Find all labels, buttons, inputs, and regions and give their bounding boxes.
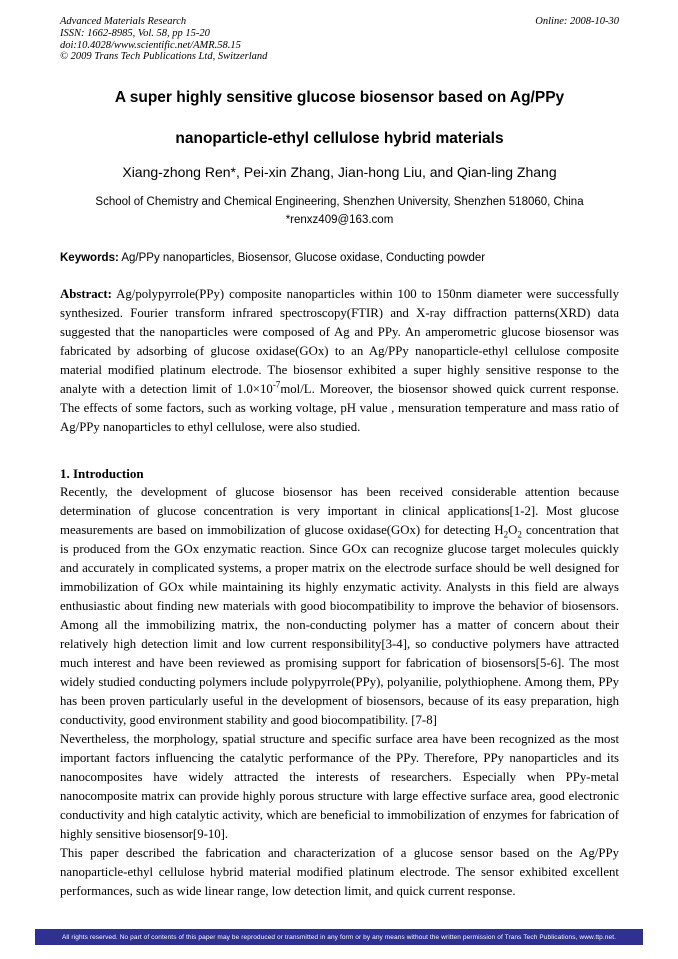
abstract-text-2: mol/L. Moreover, the biosensor showed quick current response. The effects of some factors, such as working voltage, pH value , mensuration temperature and mass ratio of Ag/PPy nanoparticles to ethyl cellulose, were also studied. — [60, 382, 619, 435]
keywords-line — [60, 252, 619, 264]
intro-p1-subscript-2: 2 — [517, 529, 522, 540]
intro-p1-subscript-1: 2 — [503, 529, 509, 540]
journal-doi: doi:10.4028/www.scientific.net/AMR.58.15 — [60, 39, 241, 51]
keywords-label: Keywords: — [60, 252, 119, 265]
section-heading-introduction: 1. Introduction — [60, 466, 144, 482]
journal-info — [60, 16, 267, 63]
footer-rights-text: All rights reserved. No part of contents of this paper may be reproduced or transmitted in any form or by any means without the written permission of Trans Tech Publications, www.ttp.net. — [62, 933, 616, 941]
journal-issn-volume: ISSN: 1662-8985, Vol. 58, pp 15-20 — [60, 27, 210, 39]
introduction-paragraph-2: Nevertheless, the morphology, spatial structure and specific surface area have been recognized as the most important factors influencing the catalytic performance of the PPy. Therefore, PPy nanoparticles and its nanocomposites have widely attracted the interests of researchers. Especially when PPy-metal nanocomposite matrix can provide highly porous structure with large effective surface area, good electronic conductivity and high catalytic activity, which are beneficial to immobilization of enzymes for fabrication of highly sensitive biosensor[9-10]. — [60, 732, 619, 842]
abstract-text-1: Ag/polypyrrole(PPy) composite nanoparticles within 100 to 150nm diameter were successfully synthesized. Fourier transform infrared spectroscopy(FTIR) and X-ray diffraction patterns(XRD) data suggested that the nanoparticles were composed of Ag and PPy. An amperometric glucose biosensor was fabricated by adsorbing of glucose oxidase(GOx) to an Ag/PPy nanoparticle-ethyl cellulose composite material modified platinum electrode. The biosensor exhibited a super highly sensitive response to the analyte with a detection limit of 1.0×10 — [60, 287, 619, 397]
abstract-superscript: -7 — [272, 379, 281, 390]
introduction-paragraph-1 — [60, 483, 619, 730]
footer-bar — [35, 929, 643, 945]
authors-line: Xiang-zhong Ren*, Pei-xin Zhang, Jian-hong Liu, and Qian-ling Zhang — [122, 164, 557, 181]
journal-copyright: © 2009 Trans Tech Publications Ltd, Switzerland — [60, 51, 268, 63]
journal-header — [60, 16, 619, 63]
introduction-paragraph-3: This paper described the fabrication and characterization of a glucose sensor based on the Ag/PPy nanoparticle-ethyl cellulose hybrid material modified platinum electrode. The sensor exhibited excellent performances, such as wide linear range, low detection limit, and quick current response. — [60, 846, 619, 899]
abstract-paragraph — [60, 285, 619, 437]
affiliation: School of Chemistry and Chemical Engineering, Shenzhen University, Shenzhen 518060, China — [95, 196, 584, 209]
intro-p1-text-a: Recently, the development of glucose biosensor has been received considerable attention because determination of glucose concentration is very important in clinical applications[1-2]. Most glucose measurements are based on immobilization of glucose oxidase(GOx) for detecting H — [60, 485, 619, 538]
intro-p1-text-b: O — [508, 523, 518, 538]
paper-title-line-2: nanoparticle-ethyl cellulose hybrid materials — [175, 130, 504, 148]
keywords-text: Ag/PPy nanoparticles, Biosensor, Glucose oxidase, Conducting powder — [121, 252, 486, 265]
affiliation-block — [60, 193, 619, 229]
intro-p1-text-c: concentration that is produced from the GOx enzymatic reaction. Since GOx can recognize glucose target molecules quickly and accurately in complicated systems, a proper matrix on the electrode surface should be well designed for immobilization of GOx while maintaining its highly enzymatic activity. Analysts in this field are always enthusiastic about finding new materials with good biocompatibility to improve the behavior of biosensors. Among all the immobilizing matrix, the non-conducting polymer has a matter of concern about their relatively high detection limit and low current responsibility[3-4], so conductive polymers have attracted much interest and have been reviewed as promising support for fabrication of biosensors[5-6]. The most widely studied conducting polymers include polypyrrole(PPy), polyanilie, polythiophene. Among them, PPy has been proven particularly useful in the development of biosensors, because of its easy preparation, high conductivity, good environment stability and good biocompatibility. [7-8] — [60, 523, 619, 728]
paper-title-line-1: A super highly sensitive glucose biosensor based on Ag/PPy — [114, 89, 565, 107]
paper-title — [60, 89, 619, 148]
corresponding-email: *renxz409@163.com — [285, 214, 394, 227]
journal-name: Advanced Materials Research — [60, 16, 187, 27]
online-date: Online: 2008-10-30 — [535, 16, 619, 27]
abstract-label: Abstract: — [60, 287, 112, 302]
